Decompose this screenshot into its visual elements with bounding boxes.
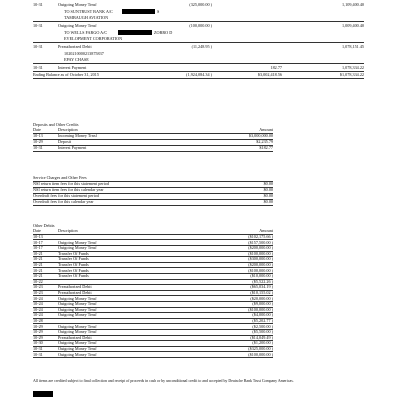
row-divider xyxy=(33,42,364,43)
debit-date: 10-31 xyxy=(33,346,43,351)
debit-desc: Outgoing Money Trnsf xyxy=(58,351,97,357)
row-detail: EPAY CHASE xyxy=(64,57,89,62)
ending-balance: $1,078,334.22 xyxy=(339,72,364,77)
debit-amount: ($100,000.00 ) xyxy=(248,267,273,273)
debit-desc: Transfer Of Funds xyxy=(58,273,89,279)
row-balance: 1,078,151.45 xyxy=(342,44,364,49)
debit-date: 10-17 xyxy=(33,239,43,245)
row-date: 10-31 xyxy=(33,65,43,70)
row-detail: 1020210000213875837 xyxy=(64,51,104,56)
fee-desc: Overdraft fees for this calendar year xyxy=(33,199,94,204)
debit-date: 10-29 xyxy=(33,334,43,340)
debit-amount: ($20,000.00 ) xyxy=(250,295,273,301)
deposit-amount: $3,000,000.00 xyxy=(248,133,273,138)
debit-desc: Outgoing Money Trnsf xyxy=(58,239,97,245)
debit-amount: ($10,155.02 ) xyxy=(250,290,273,295)
deposit-amount: $182.77 xyxy=(259,145,273,150)
debit-amount: ($14,049.49 ) xyxy=(250,334,273,340)
row-desc: Outgoing Money Trnsf xyxy=(58,23,97,28)
fee-amount: $0.00 xyxy=(263,187,273,192)
row-amount: (100,000.00 ) xyxy=(189,23,212,28)
debit-amount: ($9,000.00 ) xyxy=(252,301,273,307)
debit-desc: Outgoing Money Trnsf xyxy=(58,301,97,307)
ending-balance-label: Ending Balance as of October 31, 2015 xyxy=(33,72,99,77)
debit-date: 10-21 xyxy=(33,256,43,262)
row-divider xyxy=(33,357,273,358)
row-detail: TO SUNTRUST BANK A/C xyxy=(64,9,113,14)
debit-amount: ($157,500.00 ) xyxy=(248,239,273,245)
debit-amount: ($65,034.19 ) xyxy=(250,284,273,290)
row-detail: EVELOPMENT CORPORATION xyxy=(64,36,123,41)
debit-amount: ($100,000.00 ) xyxy=(248,250,273,256)
redaction-bar xyxy=(118,30,152,35)
row-amount: (11,248.95 ) xyxy=(191,44,212,49)
col-header-date: Date xyxy=(33,228,41,233)
debit-date: 10-29 xyxy=(33,323,43,329)
debit-date: 10-22 xyxy=(33,278,43,284)
debit-amount: ($2,500.00 ) xyxy=(252,323,273,329)
fee-amount: $0.00 xyxy=(263,193,273,198)
deposit-amount: $2,235.79 xyxy=(256,139,273,144)
col-header-amount: Amount xyxy=(259,127,273,132)
fee-amount: $0.00 xyxy=(263,181,273,186)
fee-desc: NSI return item fees for this statement period xyxy=(33,181,109,186)
row-divider xyxy=(33,78,364,79)
deposit-desc: Deposit xyxy=(58,139,72,144)
deposit-date: 10-31 xyxy=(33,145,43,150)
deposit-desc: Interest Payment xyxy=(58,145,87,150)
deposit-date: 10-29 xyxy=(33,139,43,144)
row-divider xyxy=(33,205,273,206)
debit-desc: Preauthorized Debit xyxy=(58,284,92,290)
debit-date: 10-29 xyxy=(33,329,43,335)
row-detail: TO WELLS FARGO A/C xyxy=(64,30,108,35)
debit-amount: ($1,200.00 ) xyxy=(252,340,273,346)
debit-desc: Outgoing Money Trnsf xyxy=(58,312,97,318)
debit-desc: Outgoing Money Trnsf xyxy=(58,245,97,251)
debit-date: 10-23 xyxy=(33,290,43,295)
row-detail: S xyxy=(157,9,160,14)
debit-amount: ($10,000.00 ) xyxy=(250,273,273,279)
debit-date: 10-21 xyxy=(33,273,43,279)
row-balance: 1,009,400.40 xyxy=(342,23,364,28)
debit-amount: ($100,000.00 ) xyxy=(248,351,273,357)
debit-date: 10-17 xyxy=(33,245,43,251)
footer-note: All items are credited subject to final collection and receipt of proceeds in cash or by unconditional credit to and accepted by Deutsche Bank Trust Company Americas. xyxy=(33,379,294,383)
col-header-amount: Amount xyxy=(259,228,273,233)
row-balance: 1,109,400.40 xyxy=(342,2,364,7)
row-date: 10-31 xyxy=(33,23,43,28)
debit-desc: Transfer Of Funds xyxy=(58,256,89,262)
debit-amount: ($200,000.00 ) xyxy=(248,262,273,267)
debit-desc: Outgoing Money Trnsf xyxy=(58,323,97,329)
row-divider xyxy=(33,21,364,22)
row-credit: 182.77 xyxy=(270,65,282,70)
col-header-date: Date xyxy=(33,127,41,132)
row-amount: (325,000.00 ) xyxy=(189,2,212,7)
section-title: Other Debits xyxy=(33,223,55,228)
section-title: Service Charges and Other Fees xyxy=(33,175,87,180)
debit-desc: Outgoing Money Trnsf xyxy=(58,295,97,301)
deposit-date: 10-13 xyxy=(33,133,43,138)
col-header-description: Description xyxy=(58,228,78,233)
debit-date: 10-24 xyxy=(33,301,43,307)
fee-amount: $0.00 xyxy=(263,199,273,204)
debit-date: 10-13 xyxy=(33,234,43,239)
fee-desc: Overdraft fees for this statement period xyxy=(33,193,99,198)
row-date: 10-31 xyxy=(33,2,43,7)
debit-date: 10-21 xyxy=(33,267,43,273)
row-desc: Interest Payment xyxy=(58,65,87,70)
debit-date: 10-24 xyxy=(33,306,43,312)
debit-amount: ($102,175.66 ) xyxy=(248,234,273,239)
debit-desc: Outgoing Money Trnsf xyxy=(58,329,97,335)
row-divider xyxy=(33,63,364,64)
debit-amount: ($5,500.00 ) xyxy=(252,329,273,335)
row-desc: Outgoing Money Trnsf xyxy=(58,2,97,7)
debit-date: 10-21 xyxy=(33,250,43,256)
ending-debits: (1,924,084.34 ) xyxy=(186,72,212,77)
debit-date: 10-24 xyxy=(33,295,43,301)
debit-date: 10-28 xyxy=(33,318,43,323)
debit-amount: ($5,202.77 ) xyxy=(252,318,273,323)
redaction-bar xyxy=(122,9,155,14)
debit-date: 10-21 xyxy=(33,262,43,267)
debit-amount: ($100,000.00 ) xyxy=(248,306,273,312)
debit-date: 10-24 xyxy=(33,312,43,318)
deposit-desc: Incoming Money Trnsf xyxy=(58,133,97,138)
debit-date: 10-30 xyxy=(33,340,43,346)
debit-desc: Preauthorized Debit xyxy=(58,290,92,295)
debit-amount: ($4,000.00 ) xyxy=(252,312,273,318)
row-balance: 1,078,334.22 xyxy=(342,65,364,70)
debit-desc: Outgoing Money Trnsf xyxy=(58,340,97,346)
debit-amount: ($5,522.26 ) xyxy=(252,278,273,284)
row-date: 10-31 xyxy=(33,44,43,49)
ending-credits: $3,002,418.56 xyxy=(257,72,282,77)
debit-desc: Outgoing Money Trnsf xyxy=(58,306,97,312)
debit-date: 10-23 xyxy=(33,284,43,290)
debit-amount: ($300,000.00 ) xyxy=(248,256,273,262)
debit-desc: Transfer Of Funds xyxy=(58,250,89,256)
row-detail: ZORRO D xyxy=(154,30,173,35)
debit-amount: ($325,000.00 ) xyxy=(248,346,273,351)
redaction-bar xyxy=(33,391,53,397)
debit-desc: Preauthorized Debit xyxy=(58,334,92,340)
section-title: Deposits and Other Credits xyxy=(33,122,79,127)
debit-desc: Outgoing Money Trnsf xyxy=(58,346,97,351)
row-divider xyxy=(33,151,273,152)
debit-date: 10-31 xyxy=(33,351,43,357)
fee-desc: NSI return item fees for this calendar year xyxy=(33,187,104,192)
row-detail: TAMBAUGH AVIATION xyxy=(64,15,109,20)
col-header-description: Description xyxy=(58,127,78,132)
debit-desc: Transfer Of Funds xyxy=(58,267,89,273)
row-desc: Preauthorized Debit xyxy=(58,44,92,49)
debit-desc: Transfer Of Funds xyxy=(58,262,89,267)
debit-amount: ($200,000.00 ) xyxy=(248,245,273,251)
